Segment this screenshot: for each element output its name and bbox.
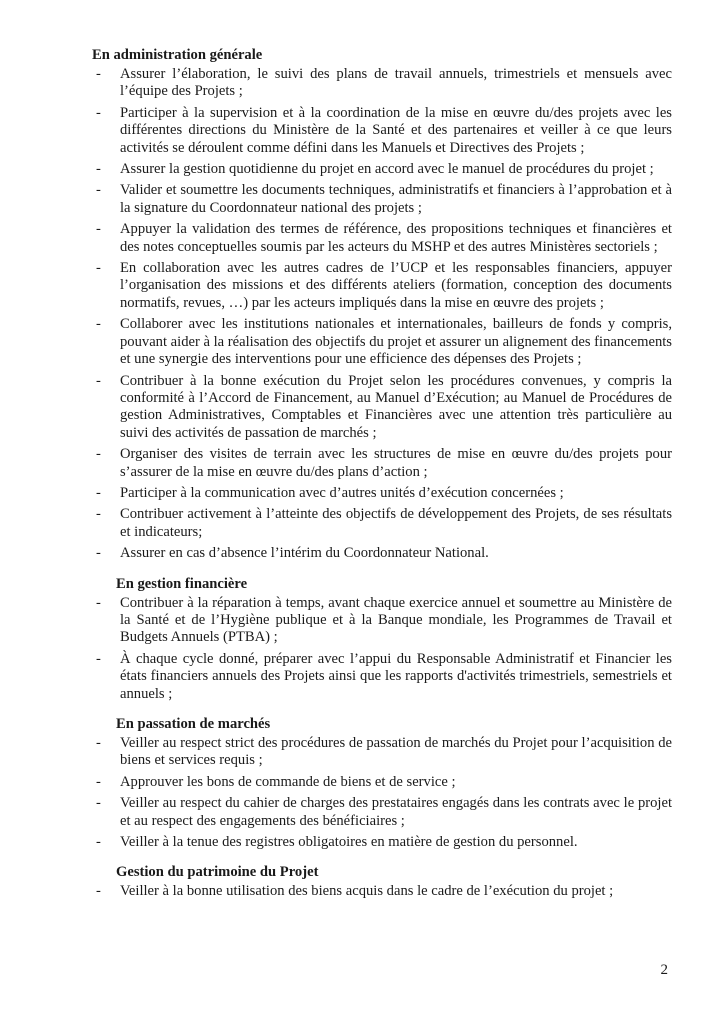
section-passation-marches [92, 715, 672, 851]
list-item: - Veiller au respect strict des procédures de passation de marchés du Projet pour l’acquisition de biens et services requis ; [96, 735, 672, 769]
list-item: - Veiller au respect du cahier de charges des prestataires engagés dans les contrats avec le projet et au respect des engagements des bénéficiaires ; [96, 795, 672, 829]
section-title-patrimoine: Gestion du patrimoine du Projet [116, 864, 319, 881]
list-item: - Participer à la communication avec d’autres unités d’exécution concernées ; [96, 484, 564, 501]
section-patrimoine [92, 863, 672, 900]
administration-list [92, 66, 672, 563]
patrimoine-list [92, 883, 672, 900]
list-item: - Collaborer avec les institutions nationales et internationales, bailleurs de fonds y compris, pouvant aider à la réalisation des objectifs du projet et assurer un alignement des financements et une synergie des interventions pour une efficience des dépenses des Projets ; [96, 316, 672, 368]
section-title-passation-marches: En passation de marchés [116, 716, 271, 732]
list-item: - Valider et soumettre les documents techniques, administratifs et financiers à l’approbation et à la signature du Coordonnateur national des projets ; [96, 182, 672, 216]
list-item: - En collaboration avec les autres cadres de l’UCP et les responsables financiers, appuyer l’organisation des missions et des différents ateliers (formation, conception des documents normatifs, revues, …) par les acteurs impliqués dans la mise en œuvre des projets ; [96, 260, 672, 311]
list-item: - Assurer en cas d’absence l’intérim du Coordonnateur National. [96, 545, 489, 562]
list-item: - Approuver les bons de commande de biens et de service ; [96, 773, 456, 790]
list-item: - Assurer la gestion quotidienne du projet en accord avec le manuel de procédures du projet ; [96, 161, 654, 178]
list-item: - Participer à la supervision et à la coordination de la mise en œuvre du/des projets avec les différentes directions du Ministère de la Santé et des partenaires et veiller à ce que leurs activités se déroulent comme défini dans les Manuels et Directives des Projets ; [96, 104, 672, 156]
list-item: - Appuyer la validation des termes de référence, des propositions techniques et financières et des notes conceptuelles soumis par les acteurs du MSHP et des autres Ministères sectoriels ; [96, 221, 672, 255]
list-item: - Veiller à la tenue des registres obligatoires en matière de gestion du personnel. [96, 834, 578, 851]
section-gestion-financiere [92, 575, 672, 703]
list-item: - Organiser des visites de terrain avec les structures de mise en œuvre du/des projets pour s’assurer de la mise en œuvre du/des plans d’action ; [96, 446, 672, 480]
page-number: 2 [660, 962, 668, 978]
section-title-administration: En administration générale [92, 47, 263, 63]
section-administration [92, 46, 672, 563]
section-title-gestion-financiere: En gestion financière [116, 575, 248, 592]
gestion-financiere-list [92, 595, 672, 703]
list-item: - Contribuer à la réparation à temps, avant chaque exercice annuel et soumettre au Ministère de la Santé et de l’Hygiène publique et à la Banque mondiale, les Programmes de Travail et Budgets Annuels (PTBA) ; [96, 594, 672, 646]
passation-marches-list [92, 735, 672, 851]
list-item: - Assurer l’élaboration, le suivi des plans de travail annuels, trimestriels et mensuels avec l’équipe des Projets ; [96, 66, 672, 100]
list-item: - À chaque cycle donné, préparer avec l’appui du Responsable Administratif et Financier les états financiers annuels des Projets ainsi que les rapports d'activités trimestriels, semestriels et annuels ; [96, 650, 672, 702]
list-item: - Contribuer à la bonne exécution du Projet selon les procédures convenues, y compris la conformité à l’Accord de Financement, au Manuel d’Exécution; au Manuel de Procédures de gestion Administratives, Comptables et Financières avec une attention très particulière au suivi des activités de passation de marchés ; [96, 372, 672, 441]
list-item: - Veiller à la bonne utilisation des biens acquis dans le cadre de l’exécution du projet ; [96, 883, 614, 900]
list-item: - Contribuer activement à l’atteinte des objectifs de développement des Projets, de ses résultats et indicateurs; [96, 506, 672, 540]
